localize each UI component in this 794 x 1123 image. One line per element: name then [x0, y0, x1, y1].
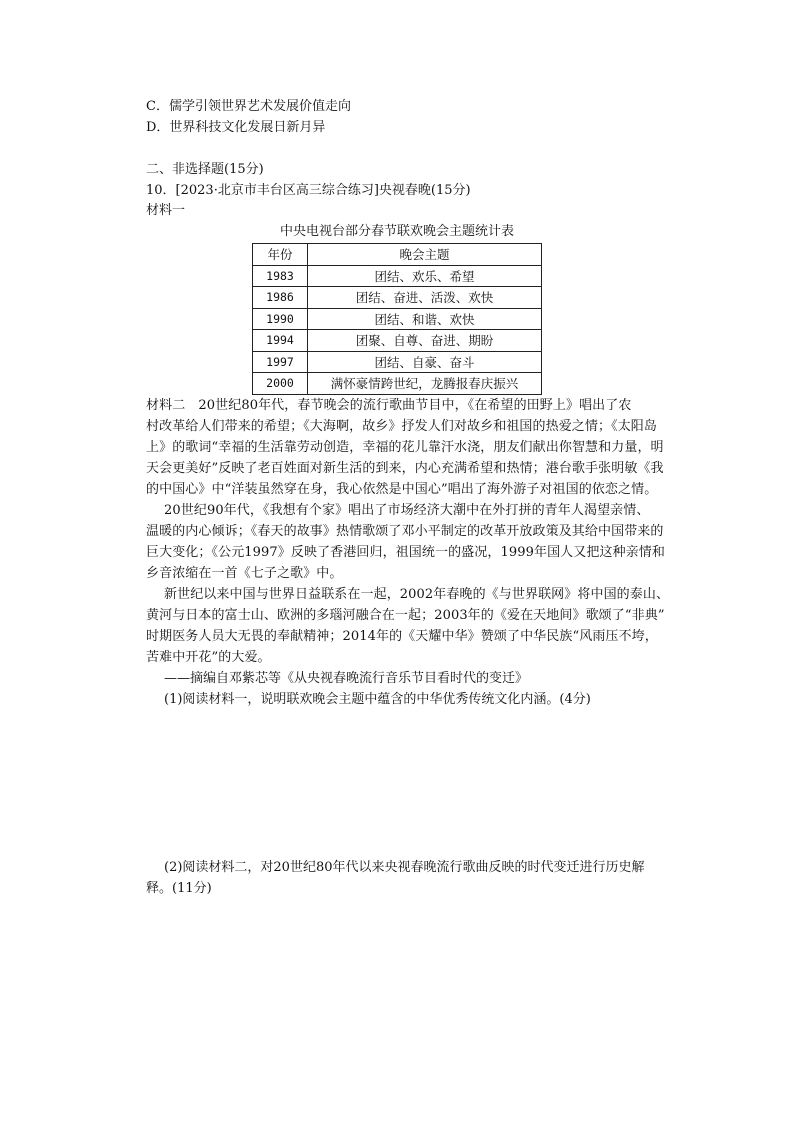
- table-cell-year: 1997: [253, 351, 308, 373]
- table-row: [253, 330, 542, 352]
- material2-p3-line: 时期医务人员大无畏的奉献精神；2014年的《天耀中华》赞颂了中华民族“风雨压不垮，: [146, 629, 658, 644]
- question-header: 10．[2023·北京市丰台区高三综合练习]央视春晚(15分): [146, 183, 471, 198]
- table-header-theme: 晚会主题: [308, 244, 542, 266]
- themes-table: [252, 243, 542, 395]
- material2-p1-line: 上》的歌词“幸福的生活靠劳动创造，幸福的花儿靠汗水浇，朋友们献出你智慧和力量，明: [146, 440, 664, 455]
- table-cell-year: 1986: [253, 287, 308, 309]
- material2-source: ——摘编自邓紫芯等《从央视春晚流行音乐节目看时代的变迁》: [164, 671, 529, 686]
- table-row: [253, 373, 542, 395]
- table-cell-theme: 团结、自豪、奋斗: [308, 351, 542, 373]
- material2-p3-line: 新世纪以来中国与世界日益联系在一起，2002年春晚的《与世界联网》将中国的泰山、: [164, 587, 670, 602]
- table-cell-theme: 团聚、自尊、奋进、期盼: [308, 330, 542, 352]
- table-row: [253, 308, 542, 330]
- table-cell-theme: 满怀豪情跨世纪，龙腾报春庆振兴: [308, 373, 542, 395]
- material1-label: 材料一: [146, 203, 186, 218]
- material2-p3-line: 黄河与日本的富士山、欧洲的多瑙河融合在一起；2003年的《爱在天地间》歌颂了“非典”: [146, 608, 665, 623]
- option-d: D．世界科技文化发展日新月异: [146, 120, 326, 135]
- table-cell-year: 1983: [253, 265, 308, 287]
- material2-p3-line: 苦难中开花”的大爱。: [146, 650, 271, 665]
- section-title: 二、非选择题(15分): [146, 162, 264, 177]
- material2-p2-line: 20世纪90年代，《我想有个家》唱出了市场经济大潮中在外打拼的青年人渴望亲情、: [164, 503, 650, 518]
- table-row: [253, 265, 542, 287]
- table-cell-year: 2000: [253, 373, 308, 395]
- material2-p2-line: 温暖的内心倾诉；《春天的故事》热情歌颂了邓小平制定的改革开放政策及其给中国带来的: [146, 524, 664, 539]
- table-title: 中央电视台部分春节联欢晚会主题统计表: [279, 224, 514, 239]
- material2-p2-line: 巨大变化；《公元1997》反映了香港回归，祖国统一的盛况，1999年国人又把这种亲情和: [146, 545, 665, 560]
- table-cell-theme: 团结、奋进、活泼、欢快: [308, 287, 542, 309]
- sub-question-2-line: 释。(11分): [146, 881, 212, 896]
- table-cell-theme: 团结、欢乐、希望: [308, 265, 542, 287]
- material2-p1-line: 村改革给人们带来的希望；《大海啊，故乡》抒发人们对故乡和祖国的热爱之情；《太阳岛: [146, 419, 658, 434]
- table-cell-year: 1990: [253, 308, 308, 330]
- material2-p1-line: 天会更美好”反映了老百姓面对新生活的到来，内心充满希望和热情；港台歌手张明敏《我: [146, 461, 664, 476]
- table-cell-theme: 团结、和谐、欢快: [308, 308, 542, 330]
- table-row: [253, 351, 542, 373]
- option-c: C．儒学引领世界艺术发展价值走向: [146, 99, 351, 114]
- material2-p1-line: 材料二 20世纪80年代，春节晚会的流行歌曲节目中，《在希望的田野上》唱出了农: [146, 398, 632, 413]
- material2-p1-line: 的中国心》中“洋装虽然穿在身，我心依然是中国心”唱出了海外游子对祖国的依恋之情。: [146, 482, 658, 497]
- sub-question-1: (1)阅读材料一，说明联欢晚会主题中蕴含的中华优秀传统文化内涵。(4分): [164, 692, 591, 707]
- table-cell-year: 1994: [253, 330, 308, 352]
- material2-p2-line: 乡音浓缩在一首《七子之歌》中。: [146, 566, 343, 581]
- sub-question-2-line: (2)阅读材料二，对20世纪80年代以来央视春晚流行歌曲反映的时代变迁进行历史解: [164, 860, 645, 875]
- table-header-year: 年份: [253, 244, 308, 266]
- table-row: [253, 287, 542, 309]
- table-header-row: [253, 244, 542, 266]
